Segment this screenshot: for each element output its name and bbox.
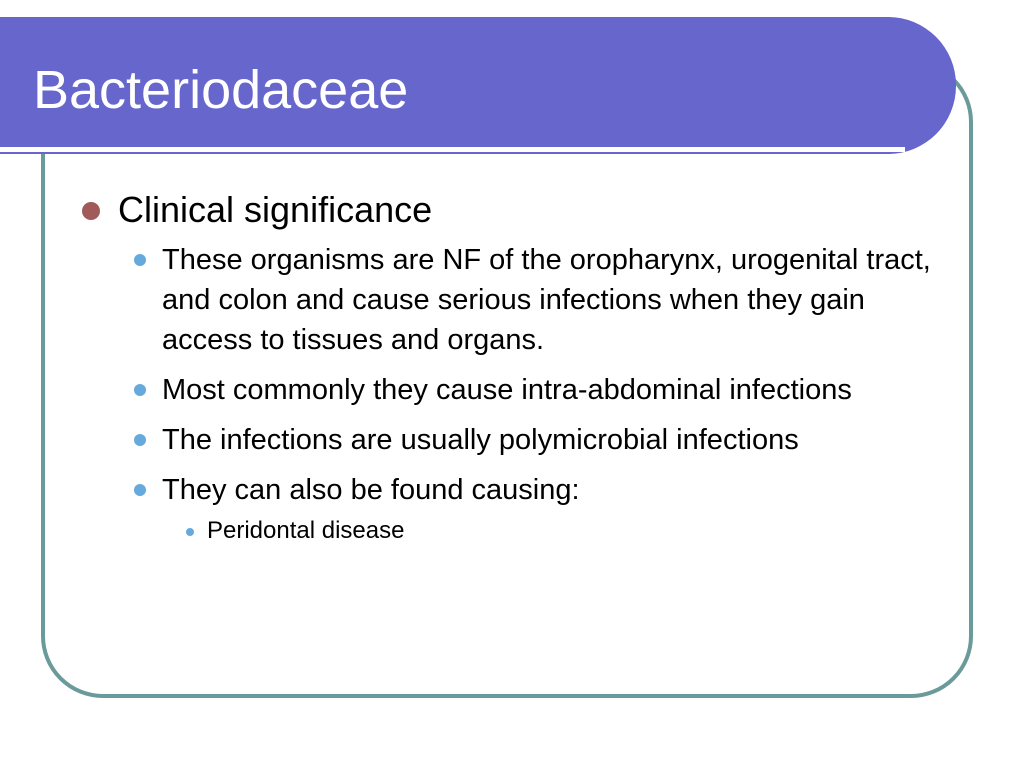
sub-bullet-polymicrobial xyxy=(124,420,940,460)
sub-bullet-text: Most commonly they cause intra-abdominal infections xyxy=(162,374,852,406)
bullet-dot-icon xyxy=(186,528,194,536)
bullet-list xyxy=(80,188,940,556)
sub-bullet-list xyxy=(118,240,940,546)
sub-bullet-intra-abdominal xyxy=(124,370,940,410)
title-bar xyxy=(0,17,956,154)
bullet-text: Clinical significance xyxy=(118,189,433,230)
slide-title: Bacteriodaceae xyxy=(33,60,409,120)
bullet-dot-icon xyxy=(134,384,146,396)
sub-bullet-normal-flora xyxy=(124,240,940,360)
title-underline xyxy=(0,147,905,152)
bullet-dot-icon xyxy=(134,434,146,446)
sub-bullet-also-causing xyxy=(124,470,940,546)
bullet-dot-icon xyxy=(82,202,100,220)
sub-bullet-text: They can also be found causing: xyxy=(162,474,580,506)
sub-sub-bullet-peridontal xyxy=(168,516,940,546)
bullet-dot-icon xyxy=(134,254,146,266)
sub-bullet-text: The infections are usually polymicrobial infections xyxy=(162,424,799,456)
bullet-clinical-significance xyxy=(80,188,940,546)
sub-bullet-text: These organisms are NF of the oropharynx, urogenital tract, and colon and cause serious infections when they gain access to tissues and organs. xyxy=(162,244,931,356)
bullet-dot-icon xyxy=(134,484,146,496)
sub-sub-bullet-list xyxy=(162,516,940,546)
sub-sub-bullet-text: Peridontal disease xyxy=(207,517,405,544)
